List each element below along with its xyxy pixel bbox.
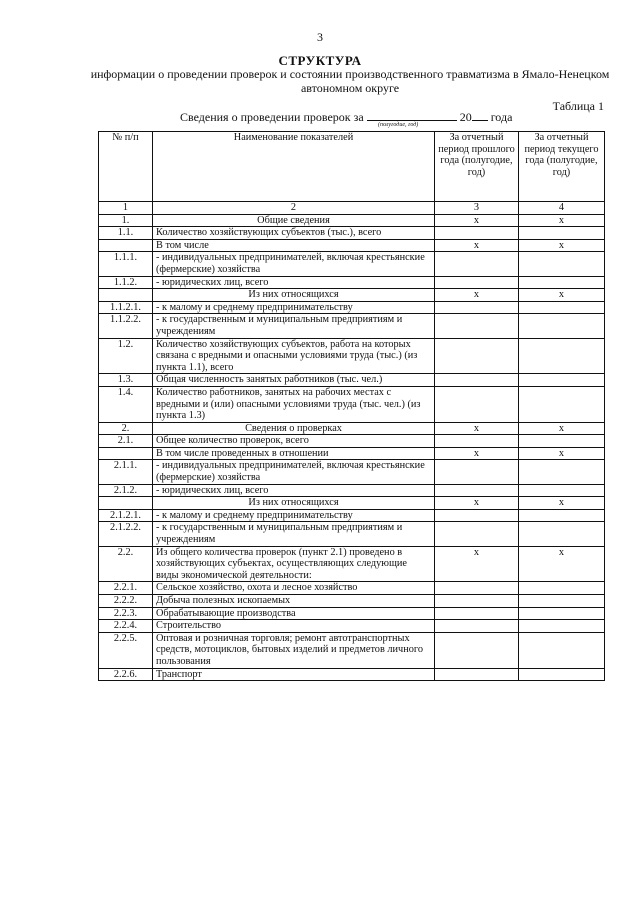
table-row: [99, 214, 605, 227]
table-row: [99, 338, 605, 374]
row-number: 2.2.3.: [99, 607, 153, 620]
table-row: [99, 595, 605, 608]
row-curr-value: [519, 632, 605, 668]
row-prev-value: [435, 509, 519, 522]
row-number: 1.1.1.: [99, 252, 153, 276]
row-number: 1.4.: [99, 386, 153, 422]
table-row: [99, 386, 605, 422]
row-prev-value: [435, 460, 519, 484]
row-number: [99, 239, 153, 252]
row-name: - индивидуальных предпринимателей, включая крестьянские (фермерские) хозяйства: [153, 460, 435, 484]
row-number: 1.1.2.: [99, 276, 153, 289]
row-prev-value: х: [435, 546, 519, 582]
row-number: 1.3.: [99, 374, 153, 387]
row-name: Из общего количества проверок (пункт 2.1) проведено в хозяйствующих субъектах, осуществляющих следующие виды экономической деятельности:: [153, 546, 435, 582]
row-curr-value: х: [519, 239, 605, 252]
column-number: 3: [435, 202, 519, 215]
document-subtitle: информации о проведении проверок и состоянии производственного травматизма в Ямало-Ненецком автономном округе: [90, 67, 610, 95]
row-prev-value: [435, 522, 519, 546]
row-name: Сельское хозяйство, охота и лесное хозяйство: [153, 582, 435, 595]
row-name: - юридических лиц, всего: [153, 276, 435, 289]
row-prev-value: [435, 484, 519, 497]
table-row: [99, 252, 605, 276]
row-number: [99, 447, 153, 460]
table-row: [99, 374, 605, 387]
row-number: 1.1.2.2.: [99, 314, 153, 338]
row-name: Количество хозяйствующих субъектов, работа на которых связана с вредными и опасными условиями труда (тыс.) (из пункта 1.1), всего: [153, 338, 435, 374]
row-name: Добыча полезных ископаемых: [153, 595, 435, 608]
row-number: 2.2.2.: [99, 595, 153, 608]
column-number: 4: [519, 202, 605, 215]
row-prev-value: [435, 374, 519, 387]
row-curr-value: [519, 582, 605, 595]
row-number: 2.2.4.: [99, 620, 153, 633]
row-prev-value: [435, 301, 519, 314]
row-number: 2.2.5.: [99, 632, 153, 668]
row-name: Общее количество проверок, всего: [153, 435, 435, 448]
row-number: 1.2.: [99, 338, 153, 374]
page-number: 3: [317, 30, 323, 44]
table-row: [99, 509, 605, 522]
year-blank: [472, 109, 488, 121]
row-prev-value: х: [435, 497, 519, 510]
row-curr-value: [519, 607, 605, 620]
table-row: [99, 460, 605, 484]
row-prev-value: [435, 435, 519, 448]
row-number: 2.: [99, 422, 153, 435]
row-curr-value: [519, 252, 605, 276]
period-note: (полугодие, год): [378, 122, 419, 128]
row-prev-value: [435, 276, 519, 289]
row-number: 2.1.1.: [99, 460, 153, 484]
table-row: [99, 582, 605, 595]
row-curr-value: [519, 595, 605, 608]
inspections-table: [98, 131, 605, 681]
row-prev-value: х: [435, 239, 519, 252]
row-curr-value: х: [519, 422, 605, 435]
row-prev-value: [435, 595, 519, 608]
row-curr-value: х: [519, 447, 605, 460]
row-curr-value: [519, 227, 605, 240]
row-prev-value: [435, 338, 519, 374]
table-row: [99, 289, 605, 302]
row-prev-value: [435, 632, 519, 668]
table-row: [99, 227, 605, 240]
row-curr-value: х: [519, 214, 605, 227]
table-row: [99, 422, 605, 435]
row-name: Строительство: [153, 620, 435, 633]
row-curr-value: [519, 386, 605, 422]
header-curr-period: За отчетный период текущего года (полугодие, год): [519, 132, 605, 202]
row-name: Из них относящихся: [153, 497, 435, 510]
row-number: [99, 497, 153, 510]
row-prev-value: х: [435, 447, 519, 460]
row-curr-value: [519, 460, 605, 484]
table-row: [99, 522, 605, 546]
header-num: № п/п: [99, 132, 153, 202]
table-row: [99, 314, 605, 338]
column-number: 2: [153, 202, 435, 215]
row-curr-value: [519, 338, 605, 374]
row-prev-value: [435, 386, 519, 422]
row-number: 2.1.2.2.: [99, 522, 153, 546]
row-curr-value: х: [519, 546, 605, 582]
period-blank: [367, 109, 457, 121]
row-curr-value: [519, 276, 605, 289]
year-prefix: 20: [459, 110, 472, 124]
row-curr-value: [519, 484, 605, 497]
row-number: 1.1.2.1.: [99, 301, 153, 314]
table-row: [99, 276, 605, 289]
row-prev-value: х: [435, 422, 519, 435]
table-row: [99, 546, 605, 582]
header-prev-period: За отчетный период прошлого года (полугодие, год): [435, 132, 519, 202]
row-prev-value: [435, 620, 519, 633]
table-row: [99, 484, 605, 497]
row-number: 2.2.: [99, 546, 153, 582]
row-name: - юридических лиц, всего: [153, 484, 435, 497]
column-number: 1: [99, 202, 153, 215]
row-name: Из них относящихся: [153, 289, 435, 302]
row-curr-value: [519, 620, 605, 633]
row-prev-value: [435, 668, 519, 681]
row-number: 2.2.6.: [99, 668, 153, 681]
row-curr-value: х: [519, 289, 605, 302]
row-number: 1.1.: [99, 227, 153, 240]
row-number: 2.1.2.: [99, 484, 153, 497]
table-row: [99, 239, 605, 252]
row-curr-value: [519, 374, 605, 387]
table-row: [99, 620, 605, 633]
table-row: [99, 668, 605, 681]
header-name: Наименование показателей: [153, 132, 435, 202]
document-title: СТРУКТУРА: [278, 53, 362, 68]
row-name: Обрабатывающие производства: [153, 607, 435, 620]
row-prev-value: [435, 582, 519, 595]
row-number: 2.2.1.: [99, 582, 153, 595]
row-name: В том числе проведенных в отношении: [153, 447, 435, 460]
row-curr-value: [519, 668, 605, 681]
row-prev-value: [435, 607, 519, 620]
row-name: - к малому и среднему предпринимательству: [153, 509, 435, 522]
row-name: Транспорт: [153, 668, 435, 681]
table-row: [99, 447, 605, 460]
row-name: Сведения о проверках: [153, 422, 435, 435]
table-row: [99, 497, 605, 510]
row-curr-value: [519, 522, 605, 546]
year-suffix: года: [490, 110, 513, 124]
row-name: - индивидуальных предпринимателей, включая крестьянские (фермерские) хозяйства: [153, 252, 435, 276]
row-name: В том числе: [153, 239, 435, 252]
row-prev-value: [435, 252, 519, 276]
row-prev-value: х: [435, 289, 519, 302]
table-row: [99, 607, 605, 620]
row-number: 1.: [99, 214, 153, 227]
row-name: Количество хозяйствующих субъектов (тыс.), всего: [153, 227, 435, 240]
row-name: - к малому и среднему предпринимательству: [153, 301, 435, 314]
row-number: 2.1.2.1.: [99, 509, 153, 522]
section-line: [180, 109, 512, 125]
table-row: [99, 301, 605, 314]
row-name: Оптовая и розничная торговля; ремонт автотранспортных средств, мотоциклов, бытовых изделий и предметов личного пользования: [153, 632, 435, 668]
row-number: [99, 289, 153, 302]
row-prev-value: [435, 227, 519, 240]
row-curr-value: [519, 435, 605, 448]
table-label: Таблица 1: [552, 99, 604, 113]
row-name: - к государственным и муниципальным предприятиям и учреждениям: [153, 522, 435, 546]
row-curr-value: [519, 301, 605, 314]
row-name: - к государственным и муниципальным предприятиям и учреждениям: [153, 314, 435, 338]
row-curr-value: [519, 509, 605, 522]
section-line-prefix: Сведения о проведении проверок за: [180, 110, 364, 124]
row-number: 2.1.: [99, 435, 153, 448]
column-numbers-row: [99, 202, 605, 215]
row-prev-value: х: [435, 214, 519, 227]
row-curr-value: х: [519, 497, 605, 510]
row-name: Количество работников, занятых на рабочих местах с вредными и (или) опасными условиями труда (тыс. чел.) (из пункта 1.3): [153, 386, 435, 422]
table-row: [99, 435, 605, 448]
row-curr-value: [519, 314, 605, 338]
header-row: [99, 132, 605, 202]
table-row: [99, 632, 605, 668]
row-name: Общая численность занятых работников (тыс. чел.): [153, 374, 435, 387]
row-prev-value: [435, 314, 519, 338]
row-name: Общие сведения: [153, 214, 435, 227]
